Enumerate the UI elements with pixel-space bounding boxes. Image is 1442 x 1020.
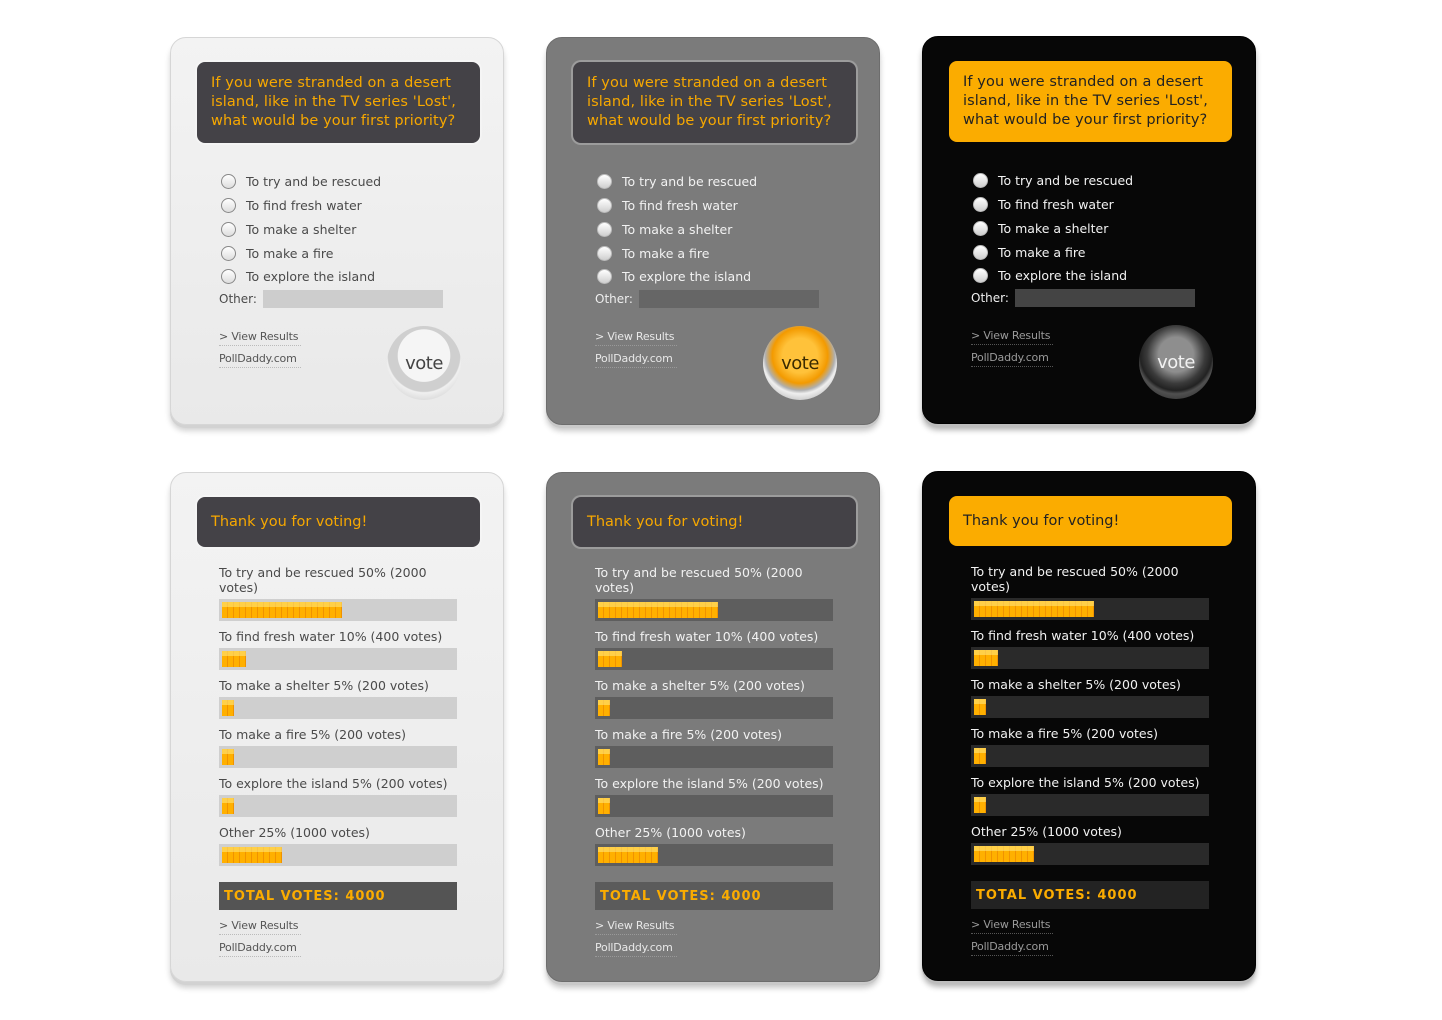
option-label: To make a shelter <box>998 220 1109 236</box>
result-bar-fill <box>222 847 282 863</box>
result-bar-track <box>971 794 1209 816</box>
option-label: To find fresh water <box>998 197 1114 213</box>
result-item <box>971 726 1209 767</box>
poll-widget-gray <box>546 37 880 425</box>
thanks-heading: Thank you for voting! <box>949 496 1232 546</box>
result-label: To find fresh water 10% (400 votes) <box>971 628 1195 643</box>
radio-button[interactable] <box>597 222 612 237</box>
view-results-link[interactable]: > View Results <box>219 328 301 346</box>
results-links <box>595 917 677 961</box>
result-bar-fill <box>222 651 246 667</box>
result-bar-track <box>595 648 833 670</box>
poll-option[interactable] <box>973 240 1133 264</box>
view-results-link[interactable]: > View Results <box>595 328 677 346</box>
radio-button[interactable] <box>221 246 236 261</box>
total-votes: TOTAL VOTES: 4000 <box>971 881 1209 909</box>
radio-button[interactable] <box>597 198 612 213</box>
result-bar-fill <box>598 847 658 863</box>
option-label: To try and be rescued <box>622 174 758 190</box>
result-item <box>219 727 457 768</box>
results-widget-dark <box>922 471 1256 981</box>
result-item <box>595 678 833 719</box>
result-label: To try and be rescued 50% (2000 votes) <box>595 565 803 595</box>
results-links <box>219 917 301 961</box>
radio-button[interactable] <box>597 174 612 189</box>
result-bar-track <box>971 647 1209 669</box>
result-item <box>595 727 833 768</box>
results-list <box>595 565 833 910</box>
result-bar-fill <box>974 748 986 764</box>
result-item <box>971 677 1209 718</box>
result-bar-track <box>971 843 1209 865</box>
result-bar-track <box>595 599 833 621</box>
poll-option[interactable] <box>973 217 1133 241</box>
result-label: To make a shelter 5% (200 votes) <box>219 678 429 693</box>
result-bar-fill <box>598 749 610 765</box>
result-item <box>595 565 833 621</box>
view-results-link[interactable]: > View Results <box>971 916 1053 934</box>
result-item <box>595 776 833 817</box>
poll-option[interactable] <box>973 169 1133 193</box>
poll-option[interactable] <box>597 170 757 194</box>
poll-option[interactable] <box>221 241 381 265</box>
poll-option[interactable] <box>973 193 1133 217</box>
result-item <box>971 564 1209 620</box>
poll-option[interactable] <box>597 265 757 289</box>
result-bar-track <box>971 696 1209 718</box>
result-bar-fill <box>222 749 234 765</box>
total-votes: TOTAL VOTES: 4000 <box>595 882 833 910</box>
results-list <box>219 565 457 910</box>
polldaddy-link[interactable]: PollDaddy.com <box>595 939 677 957</box>
view-results-link[interactable]: > View Results <box>595 917 677 935</box>
radio-button[interactable] <box>973 221 988 236</box>
option-label: To make a shelter <box>246 221 357 237</box>
option-label: To explore the island <box>246 269 376 285</box>
result-bar-track <box>219 795 457 817</box>
result-bar-fill <box>222 602 342 618</box>
option-label: To make a fire <box>246 245 334 261</box>
poll-option[interactable] <box>597 194 757 218</box>
polldaddy-link[interactable]: PollDaddy.com <box>971 349 1053 367</box>
result-item <box>595 629 833 670</box>
option-label: To make a fire <box>998 244 1086 260</box>
result-bar-track <box>595 697 833 719</box>
other-input[interactable] <box>1015 289 1195 307</box>
total-votes: TOTAL VOTES: 4000 <box>219 882 457 910</box>
view-results-link[interactable]: > View Results <box>219 917 301 935</box>
result-label: To make a fire 5% (200 votes) <box>595 727 782 742</box>
result-bar-track <box>595 844 833 866</box>
poll-question: If you were stranded on a desert island, like in the TV series 'Lost', what would be your first priority? <box>573 62 856 143</box>
radio-button[interactable] <box>973 197 988 212</box>
result-bar-fill <box>222 798 234 814</box>
result-bar-track <box>219 648 457 670</box>
poll-option[interactable] <box>597 241 757 265</box>
other-label: Other: <box>219 292 257 306</box>
option-label: To try and be rescued <box>246 174 382 190</box>
result-item <box>971 824 1209 865</box>
polldaddy-link[interactable]: PollDaddy.com <box>971 938 1053 956</box>
vote-button[interactable]: vote <box>1139 325 1213 399</box>
result-bar-track <box>971 745 1209 767</box>
result-bar-fill <box>598 798 610 814</box>
polldaddy-link[interactable]: PollDaddy.com <box>219 350 301 368</box>
other-input[interactable] <box>639 290 819 308</box>
radio-button[interactable] <box>221 198 236 213</box>
results-list <box>971 564 1209 909</box>
thanks-heading: Thank you for voting! <box>197 497 480 547</box>
result-label: To explore the island 5% (200 votes) <box>971 775 1200 790</box>
other-label: Other: <box>971 291 1009 305</box>
result-label: To explore the island 5% (200 votes) <box>595 776 824 791</box>
result-bar-fill <box>974 846 1034 862</box>
other-row <box>971 289 1195 307</box>
option-label: To explore the island <box>998 268 1128 284</box>
result-label: To make a fire 5% (200 votes) <box>219 727 406 742</box>
result-bar-fill <box>974 699 986 715</box>
result-item <box>219 565 457 621</box>
option-label: To find fresh water <box>622 198 738 214</box>
result-item <box>219 825 457 866</box>
result-bar-track <box>219 599 457 621</box>
poll-options <box>221 170 381 289</box>
result-label: To explore the island 5% (200 votes) <box>219 776 448 791</box>
poll-links <box>219 328 301 372</box>
result-bar-fill <box>598 651 622 667</box>
result-label: To make a fire 5% (200 votes) <box>971 726 1158 741</box>
results-widget-gray <box>546 472 880 982</box>
poll-widget-light <box>170 37 504 425</box>
result-bar-fill <box>598 700 610 716</box>
radio-button[interactable] <box>221 222 236 237</box>
polldaddy-link[interactable]: PollDaddy.com <box>219 939 301 957</box>
other-input[interactable] <box>263 290 443 308</box>
result-item <box>971 775 1209 816</box>
poll-options <box>973 169 1133 288</box>
option-label: To make a shelter <box>622 221 733 237</box>
result-bar-track <box>219 746 457 768</box>
result-label: To find fresh water 10% (400 votes) <box>219 629 443 644</box>
result-item <box>595 825 833 866</box>
vote-button[interactable]: vote <box>387 326 461 400</box>
radio-button[interactable] <box>973 268 988 283</box>
result-item <box>219 678 457 719</box>
option-label: To find fresh water <box>246 198 362 214</box>
radio-button[interactable] <box>597 246 612 261</box>
poll-option[interactable] <box>221 170 381 194</box>
result-bar-fill <box>974 601 1094 617</box>
result-label: Other 25% (1000 votes) <box>971 824 1122 839</box>
result-label: Other 25% (1000 votes) <box>219 825 370 840</box>
results-links <box>971 916 1053 960</box>
poll-option[interactable] <box>597 218 757 242</box>
poll-option[interactable] <box>973 264 1133 288</box>
result-bar-track <box>595 795 833 817</box>
option-label: To explore the island <box>622 269 752 285</box>
result-bar-fill <box>974 650 998 666</box>
view-results-link[interactable]: > View Results <box>971 327 1053 345</box>
poll-option[interactable] <box>221 265 381 289</box>
other-label: Other: <box>595 292 633 306</box>
poll-widget-dark <box>922 36 1256 424</box>
result-item <box>971 628 1209 669</box>
poll-options <box>597 170 757 289</box>
result-bar-track <box>219 697 457 719</box>
poll-option[interactable] <box>221 218 381 242</box>
thanks-heading: Thank you for voting! <box>573 497 856 547</box>
radio-button[interactable] <box>221 269 236 284</box>
result-label: To try and be rescued 50% (2000 votes) <box>971 564 1179 594</box>
other-row <box>219 290 443 308</box>
radio-button[interactable] <box>973 245 988 260</box>
result-item <box>219 629 457 670</box>
radio-button[interactable] <box>973 173 988 188</box>
result-item <box>219 776 457 817</box>
other-row <box>595 290 819 308</box>
vote-button[interactable]: vote <box>763 326 837 400</box>
result-bar-fill <box>974 797 986 813</box>
radio-button[interactable] <box>597 269 612 284</box>
poll-links <box>595 328 677 372</box>
result-bar-fill <box>222 700 234 716</box>
option-label: To make a fire <box>622 245 710 261</box>
radio-button[interactable] <box>221 174 236 189</box>
result-bar-track <box>219 844 457 866</box>
result-label: To make a shelter 5% (200 votes) <box>595 678 805 693</box>
result-label: To find fresh water 10% (400 votes) <box>595 629 819 644</box>
polldaddy-link[interactable]: PollDaddy.com <box>595 350 677 368</box>
result-bar-track <box>595 746 833 768</box>
poll-links <box>971 327 1053 371</box>
poll-question: If you were stranded on a desert island, like in the TV series 'Lost', what would be your first priority? <box>197 62 480 143</box>
result-label: To try and be rescued 50% (2000 votes) <box>219 565 427 595</box>
option-label: To try and be rescued <box>998 173 1134 189</box>
result-bar-fill <box>598 602 718 618</box>
result-label: Other 25% (1000 votes) <box>595 825 746 840</box>
result-label: To make a shelter 5% (200 votes) <box>971 677 1181 692</box>
results-widget-light <box>170 472 504 982</box>
poll-question: If you were stranded on a desert island, like in the TV series 'Lost', what would be your first priority? <box>949 61 1232 142</box>
poll-option[interactable] <box>221 194 381 218</box>
result-bar-track <box>971 598 1209 620</box>
